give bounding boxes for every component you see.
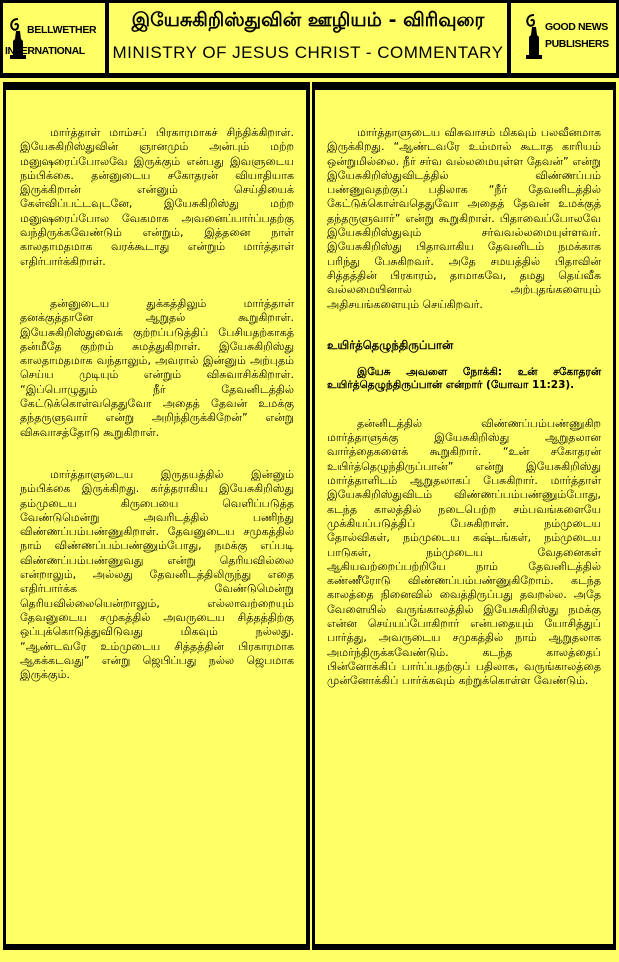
section-heading: உயிர்த்தெழுந்திருப்பான் [327,337,454,352]
bible-verse: இயேசு அவளை நோக்கி: உன் சகோதரன் உயிர்த்தெழுந்திருப்பான் என்றார் (யோவா 11:23). [327,365,601,392]
left-logo-line1: BELLWETHER [27,24,97,36]
right-column-frame [312,82,616,950]
right-paragraph-2: தன்னிடத்தில் விண்ணப்பம்பண்ணுகிற மார்த்தாளுக்கு இயேசுகிறிஸ்து ஆறுதலான வார்த்தைகளைக் கூறுகிறார். “உன் சகோதரன் உயிர்த்தெழுந்திருப்பான்” என்று இயேசுகிறிஸ்து மார்த்தாளிடம் ஆறுதலாகப் பேசுகிறார். மார்த்தாள் இயேசுகிறிஸ்துவிடம் விண்ணப்பம்பண்ணும்போது, கடந்த காலத்தில் நடைபெற்ற சம்பவங்களையே முக்கியப்படுத்திப் பேசுகிறாள். நம்முடைய தோல்விகள், நம்முடைய கஷ்டங்கள், நம்முடைய பாடுகள், நம்முடைய வேதனைகள் ஆகியவற்றைப்பற்றியே நாம் தேவனிடத்தில் கண்ணீரோடு விண்ணப்பம்பண்ணுகிறோம். கடந்த காலத்தை நினைவில் வைத்திருப்பது தவறல்ல. அதே வேளையில் வருங்காலத்தில் இயேசுகிறிஸ்து நமக்கு என்ன செய்யப்போகிறார் என்பதையும் யோசித்துப் பார்த்து, அவருடைய சமுகத்தில் நாம் ஆறுதலாக அமர்ந்திருக்கவேண்டும். கடந்த காலத்தைப் பின்னோக்கிப் பார்ப்பதற்குப் பதிலாக, வருங்காலத்தை முன்னோக்கிப் பார்க்கவும் கற்றுக்கொள்ள வேண்டும். [327,416,601,688]
left-column-frame [3,82,310,950]
english-title: MINISTRY OF JESUS CHRIST - COMMENTARY [112,43,504,62]
bellwether-logo [3,3,105,73]
left-logo-line2: INTERNATIONAL [5,45,85,57]
ram-icon [524,13,544,61]
left-paragraph-2: தன்னுடைய துக்கத்திலும் மார்த்தாள் தனக்குத்தானே ஆறுதல் கூறுகிறாள். இயேசுகிறிஸ்துவைக் குற்றப்படுத்திப் பேசியதற்காகத் தன்மீதே குற்றம் சுமத்துகிறாள். இயேசுகிறிஸ்து காலதாமதமாக வந்தாலும், அவரால் இன்னும் அற்புதம் செய்ய முடியும் என்றும் விசுவாசிக்கிறாள். “இப்பொழுதும் நீர் தேவனிடத்தில் கேட்டுக்கொள்வதெதுவோ அதைத் தேவன் உமக்கு தந்தருளுவார் என்று அறிந்திருக்கிறேன்” என்று விசுவாசத்தோடு கூறுகிறாள். [20,296,294,439]
good-news-logo [511,3,616,73]
header-bar [0,0,619,78]
right-paragraph-1: மார்த்தாளுடைய விசுவாசம் மிகவும் பலவீனமாக இருக்கிறது. “ஆண்டவரே உம்மால் கூடாத காரியம் ஒன்றுமில்லை. நீர் சர்வ வல்லமையுள்ள தேவன்” என்று இயேசுகிறிஸ்துவிடத்தில் விண்ணப்பம் பண்ணுவதற்குப் பதிலாக “நீர் தேவனிடத்தில் கேட்டுக்கொள்வதெதுவோ அதைத் தேவன் உமக்குத் தந்தருளுவார்” என்று கூறுகிறாள். பிதாவைப்போலவே இயேசுகிறிஸ்துவும் சர்வவல்லமையுள்ளவர். இயேசுகிறிஸ்து பிதாவாகிய தேவனிடம் நமக்காக பரிந்து பேசுகிறவர். அதே சமயத்தில் பிதாவின் சித்தத்தின் பிரகாரம், தாமாகவே, தமது தெய்வீக வல்லமையினால் அற்புதங்களையும் அதிசயங்களையும் செய்கிறவர். [327,126,601,311]
right-logo-line1: GOOD NEWS [545,21,608,33]
title-box [109,3,507,73]
tamil-title: இயேசுகிறிஸ்துவின் ஊழியம் - விரிவுரை [131,9,485,31]
left-column [6,90,306,944]
right-logo-line2: PUBLISHERS [545,38,609,50]
left-paragraph-1: மார்த்தாள் மாம்சப் பிரகாரமாகச் சிந்திக்கிறாள். இயேசுகிறிஸ்துவின் ஞானமும் அன்பும் மற்ற மனுஷரைப்போலவே இருக்கும் என்பது இவளுடைய நம்பிக்கை. தன்னுடைய சகோதரன் வியாதியாக இருக்கிறான் என்னும் செய்தியைக் கேள்விப்பட்டவுடனே, இயேசுகிறிஸ்து மற்ற மனுஷரைப்போல வேகமாக அவனைப்பார்ப்பதற்கு வந்திருக்கவேண்டும் என்றும், இத்தனை நாள் காலதாமதமாக வரக்கூடாது என்றும் மார்த்தாள் எதிர்பார்க்கிறாள். [20,126,294,268]
left-paragraph-3: மார்த்தாளுடைய இருதயத்தில் இன்னும் நம்பிக்கை இருக்கிறது. கர்த்தராகிய இயேசுகிறிஸ்து தம்முடைய கிருபையை வெளிப்படுத்த வேண்டுமென்று அவரிடத்தில் பணிந்து விண்ணப்பம்பண்ணுகிறாள். தேவனுடைய சமுகத்தில் நாம் விண்ணப்பம்பண்ணும்போது, நமக்கு எப்படி விண்ணப்பம்பண்ணுவது என்று தெரியவில்லை என்றாலும், அல்லது தேவனிடத்திலிருந்து எதை எதிர்பார்க்க வேண்டுமென்று தெரியவில்லையென்றாலும், எல்லாவற்றையும் தேவனுடைய சமுகத்தில் அவருடைய சித்தத்திற்கு ஒப்புக்கொடுத்துவிடுவது மிகவும் நல்லது. “ஆண்டவரே உம்முடைய சித்தத்தின் பிரகாரமாக ஆகக்கடவது” என்று ஜெபிப்பது நல்ல ஜெபமாக இருக்கும். [20,467,294,682]
right-column [315,90,613,944]
